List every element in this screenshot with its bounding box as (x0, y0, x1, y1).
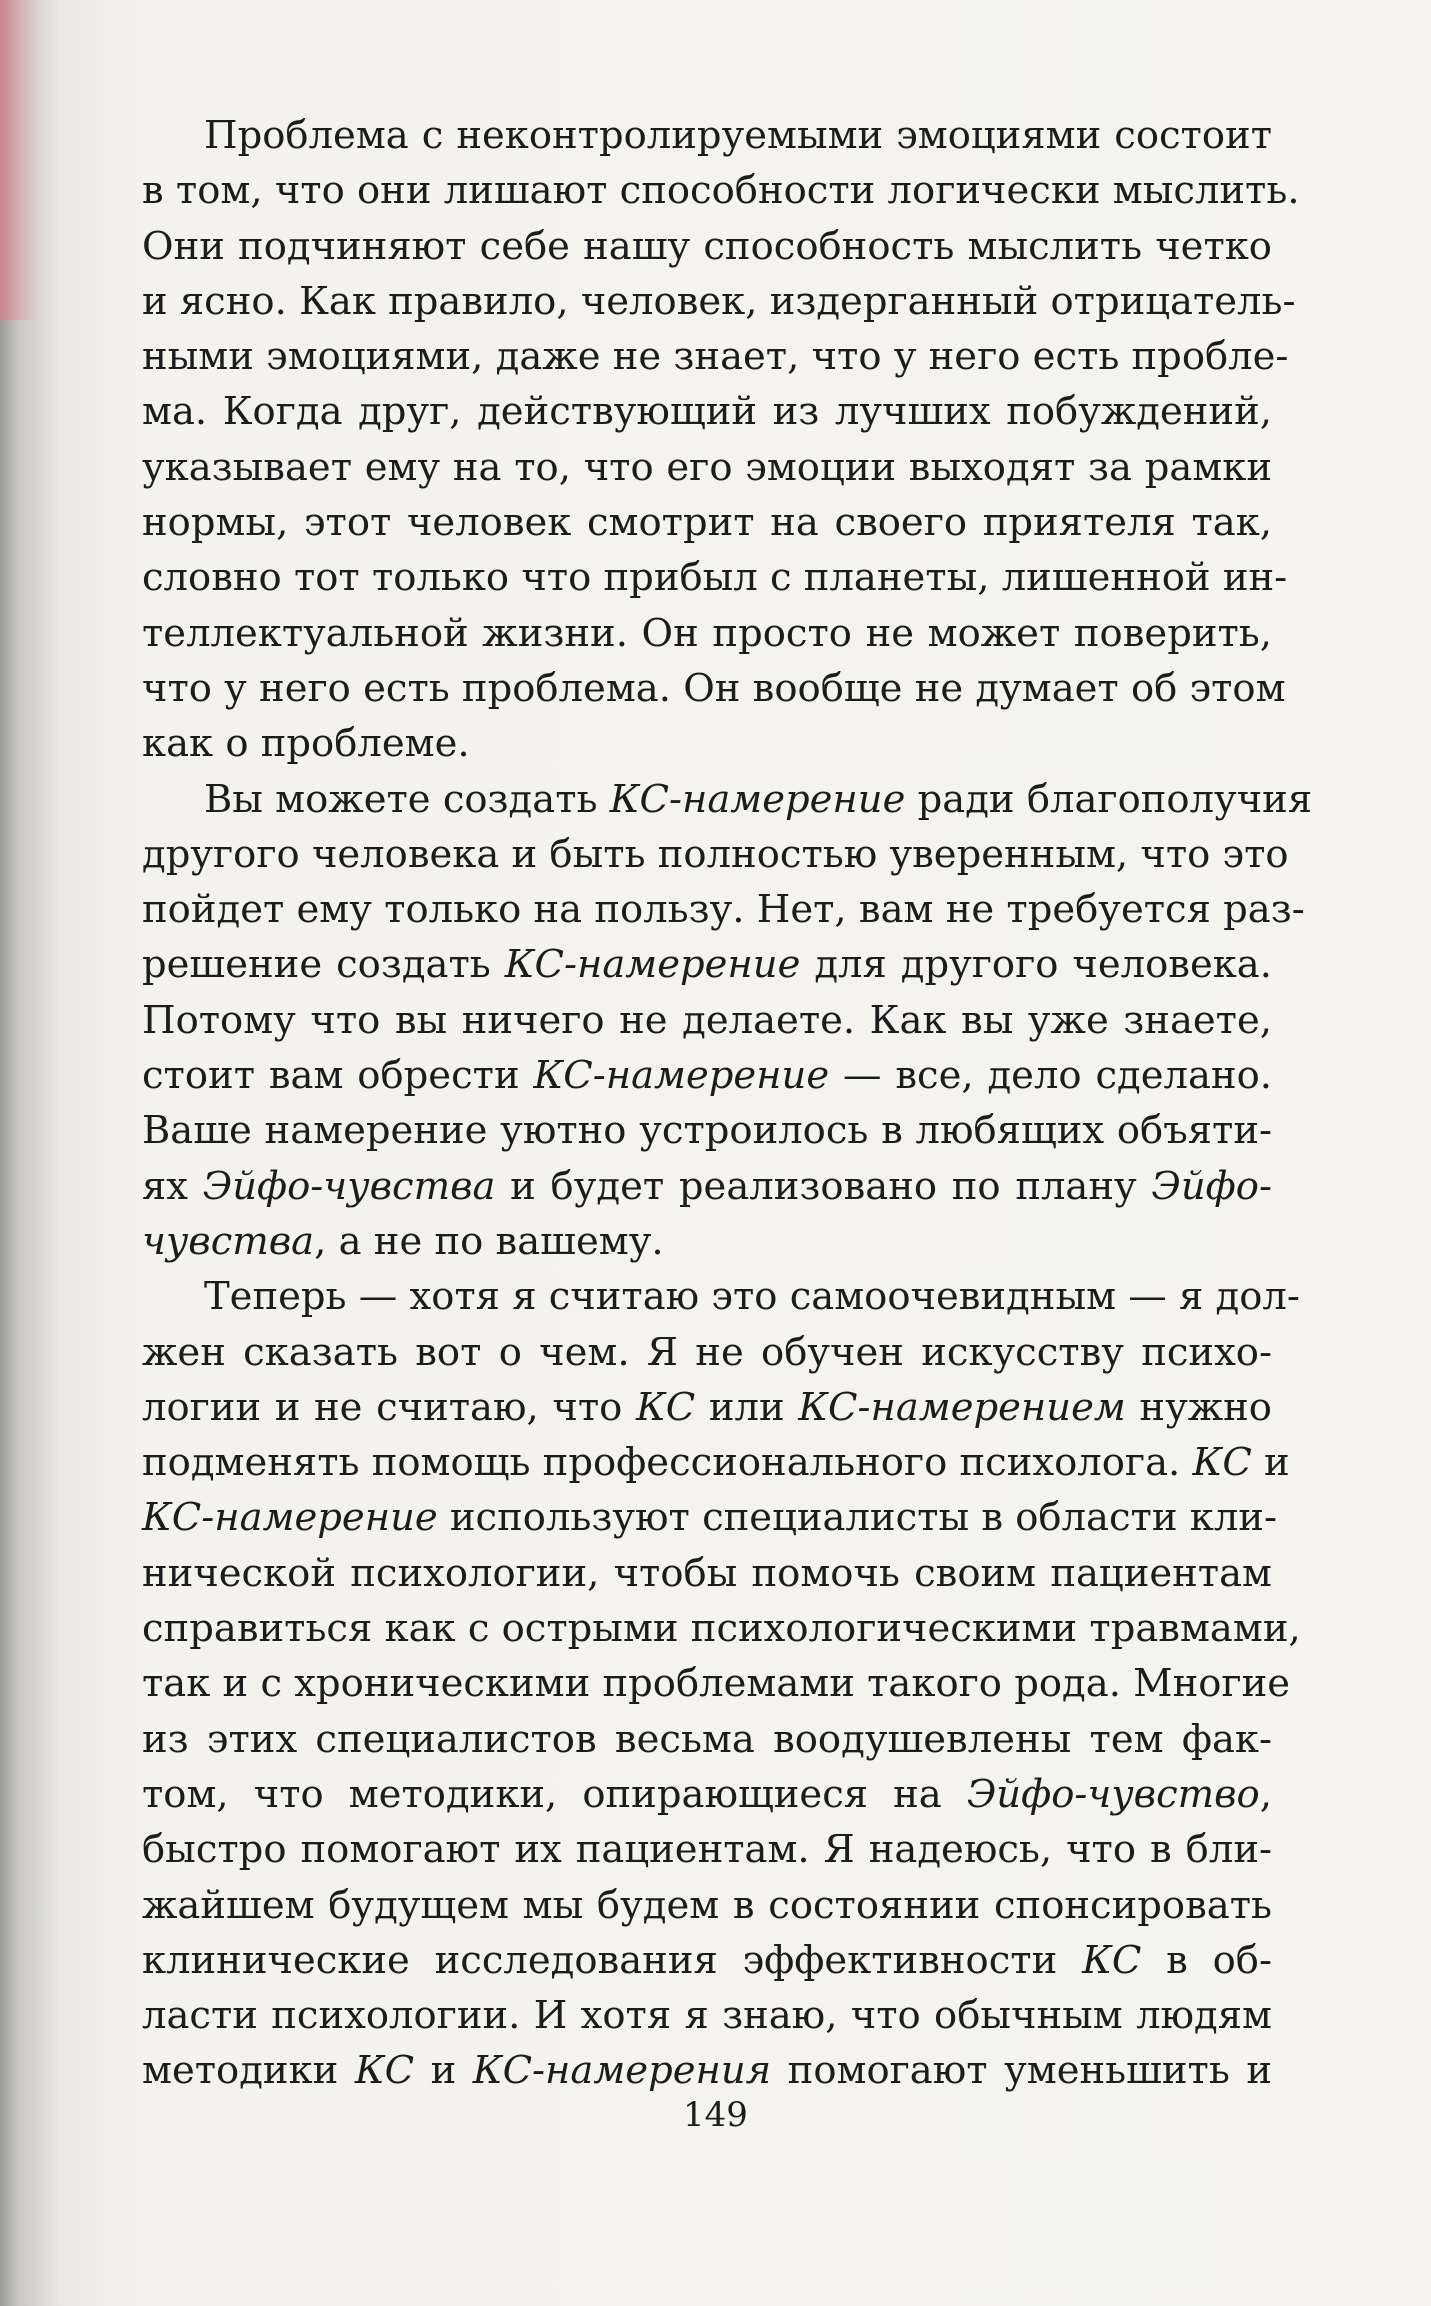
paragraph (142, 108, 1300, 772)
text-run: том, что методики, опирающиеся на (142, 1771, 967, 1817)
italic-term: КС-намерение (609, 776, 906, 822)
text-line (142, 1269, 1300, 1324)
text-run: клинические исследования эффективности (142, 1937, 1083, 1983)
italic-term: КС-намерение (504, 942, 801, 988)
text-run: что у него есть проблема. Он вообще не думает об этом (142, 665, 1286, 711)
text-run: теллектуальной жизни. Он просто не может поверить, (142, 610, 1272, 656)
text-line (142, 163, 1300, 218)
text-line (142, 1988, 1272, 2043)
text-run: жайшем будущем мы будем в состоянии спонсировать (142, 1882, 1272, 1928)
text-line (142, 108, 1272, 163)
italic-term: КС (1082, 1937, 1142, 1983)
text-line (142, 219, 1272, 274)
text-line (142, 274, 1296, 329)
text-run: Они подчиняют себе нашу способность мыслить четко (142, 223, 1272, 269)
text-line (142, 606, 1272, 661)
text-line (142, 440, 1272, 495)
text-run: Ваше намерение уютно устроилось в любящих объяти- (142, 1108, 1272, 1154)
italic-term: КС-намерение (142, 1495, 438, 1541)
text-line (142, 1712, 1272, 1767)
text-run: логии и не считаю, что (142, 1384, 636, 1430)
text-line (142, 1822, 1272, 1877)
text-run: как о проблеме. (142, 721, 470, 767)
text-run: используют специалисты в области кли- (437, 1495, 1277, 1541)
text-run: Вы можете создать (204, 776, 610, 822)
text-line (142, 993, 1272, 1048)
text-line (142, 716, 1272, 771)
text-run: справиться как с острыми психологическими травмами, (142, 1606, 1301, 1652)
text-run: и будет реализовано по плану (495, 1163, 1152, 1209)
text-line (142, 1656, 1291, 1711)
italic-term: чувства (142, 1218, 315, 1264)
italic-term: Эйфо-чувство (966, 1771, 1260, 1817)
text-run: для другого человека. (800, 942, 1272, 988)
text-line (142, 1933, 1272, 1988)
text-line (142, 495, 1272, 550)
text-line (142, 1546, 1272, 1601)
text-run: другого человека и быть полностью уверенным, что это (142, 831, 1289, 877)
text-line (142, 1767, 1272, 1822)
text-line (142, 1159, 1272, 1214)
text-line (142, 1103, 1272, 1158)
page-number: 149 (683, 2095, 748, 2135)
italic-term: КС-намерение (533, 1053, 830, 1099)
text-line (142, 550, 1288, 605)
paragraph (142, 1269, 1301, 2098)
text-run: быстро помогают их пациентам. Я надеюсь, что в бли- (142, 1827, 1272, 1873)
text-run: указывает ему на то, что его эмоции выходят за рамки (142, 444, 1272, 490)
text-run: жен сказать вот о чем. Я не обучен искусству психо- (142, 1329, 1272, 1375)
text-run: так и с хроническими проблемами такого рода. Многие (142, 1661, 1291, 1707)
text-run: , а не по вашему. (314, 1218, 664, 1264)
italic-term: КС-намерения (472, 2048, 772, 2094)
italic-term: КС-намерением (798, 1384, 1126, 1430)
text-run: ради благополучия (905, 776, 1313, 822)
text-line (142, 1325, 1272, 1380)
text-run: пойдет ему только на пользу. Нет, вам не требуется раз- (142, 887, 1305, 933)
text-run: нической психологии, чтобы помочь своим пациентам (142, 1550, 1272, 1596)
text-line (142, 1214, 1272, 1269)
page-edge-tint (0, 0, 40, 320)
text-line (142, 882, 1305, 937)
text-line (142, 384, 1272, 439)
text-line (142, 1601, 1301, 1656)
text-run: из этих специалистов весьма воодушевлены тем фак- (142, 1716, 1272, 1762)
text-run: нормы, этот человек смотрит на своего приятеля так, (142, 500, 1272, 546)
text-line (142, 1435, 1290, 1490)
text-line (142, 1048, 1272, 1103)
text-line (142, 937, 1272, 992)
text-line (142, 1878, 1272, 1933)
italic-term: КС (635, 1384, 696, 1430)
text-run: подменять помощь профессионального психолога. (142, 1440, 1193, 1486)
text-line (142, 329, 1289, 384)
text-run: ма. Когда друг, действующий из лучших побуждений, (142, 389, 1272, 435)
text-run: Потому что вы ничего не делаете. Как вы уже знаете, (142, 997, 1272, 1043)
text-run: и (414, 2048, 473, 2094)
text-line (142, 772, 1313, 827)
text-line (142, 1380, 1272, 1435)
italic-term: Эйфо-чувства (202, 1163, 496, 1209)
text-run: методики (142, 2048, 355, 2094)
text-run: нужно (1125, 1384, 1272, 1430)
text-run: в том, что они лишают способности логически мыслить. (142, 168, 1300, 214)
text-run: Теперь — хотя я считаю это самоочевидным — я дол- (204, 1274, 1300, 1320)
italic-term: Эйфо- (1151, 1163, 1272, 1209)
text-line (142, 1490, 1277, 1545)
text-run: словно тот только что прибыл с планеты, лишенной ин- (142, 555, 1288, 601)
text-run: помогают уменьшить и (771, 2048, 1272, 2094)
text-line (142, 827, 1289, 882)
italic-term: КС (1192, 1440, 1252, 1486)
body-text (142, 108, 1313, 2099)
text-run: ными эмоциями, даже не знает, что у него есть пробле- (142, 334, 1289, 380)
paragraph (142, 772, 1313, 1270)
text-run: решение создать (142, 942, 505, 988)
text-line (142, 661, 1286, 716)
text-run: — все, дело сделано. (829, 1053, 1272, 1099)
text-run: ях (142, 1163, 203, 1209)
text-run: , (1259, 1771, 1272, 1817)
italic-term: КС (354, 2048, 415, 2094)
text-run: и ясно. Как правило, человек, издерганный отрицатель- (142, 278, 1296, 324)
text-run: и (1251, 1440, 1290, 1486)
text-line (142, 2043, 1272, 2098)
text-run: в об- (1141, 1937, 1272, 1983)
text-run: или (695, 1384, 799, 1430)
text-run: ласти психологии. И хотя я знаю, что обычным людям (142, 1993, 1272, 2039)
text-run: стоит вам обрести (142, 1053, 534, 1099)
text-run: Проблема с неконтролируемыми эмоциями состоит (204, 113, 1272, 158)
